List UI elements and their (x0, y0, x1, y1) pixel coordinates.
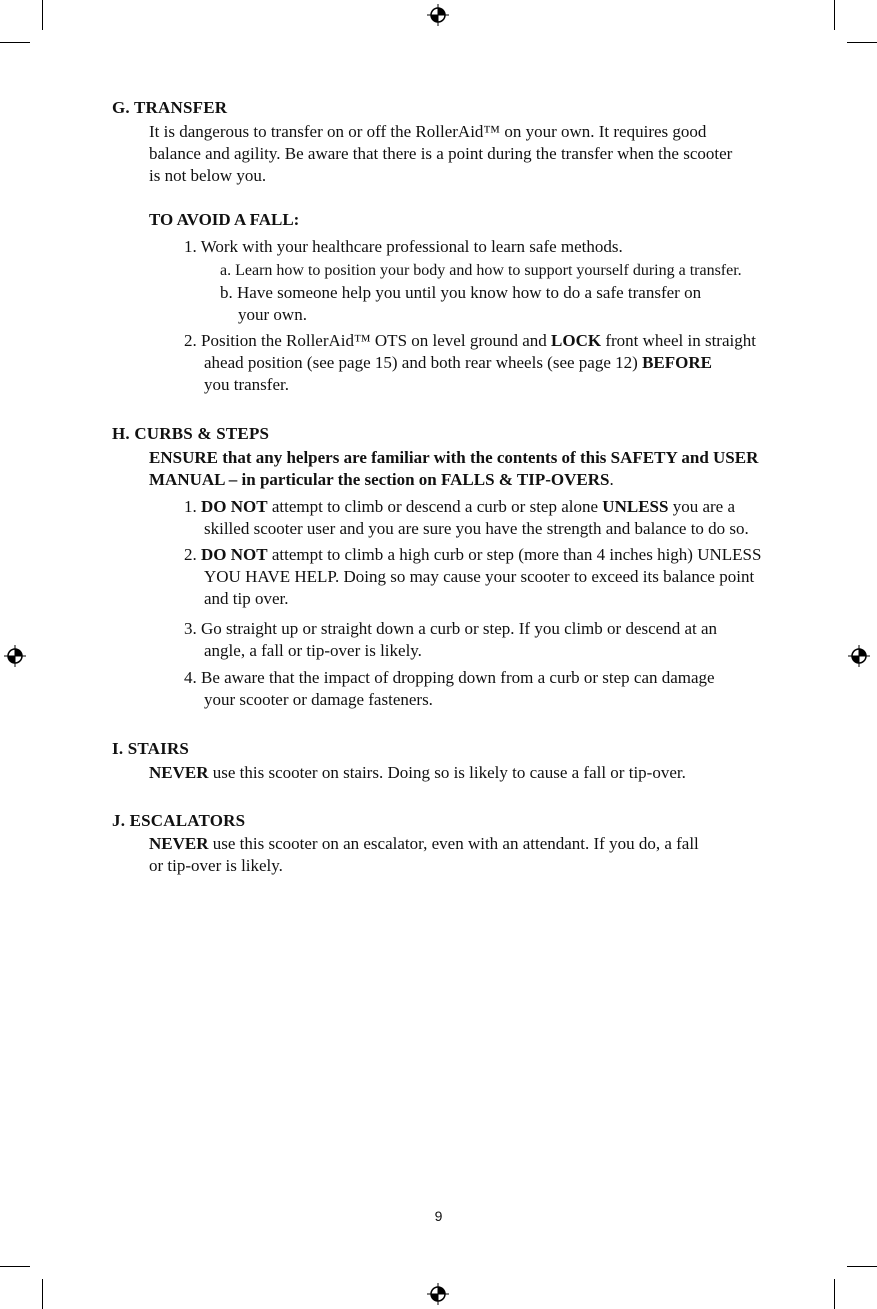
text: 2. Position the RollerAid™ OTS on level ground and (184, 331, 552, 350)
bold-text: DO NOT (201, 497, 268, 516)
registration-mark-icon (427, 4, 449, 26)
paragraph-line: is not below you. (149, 166, 267, 185)
list-item: angle, a fall or tip-over is likely. (204, 641, 422, 660)
list-item: 4. Be aware that the impact of dropping down from a curb or step can damage (184, 668, 715, 687)
text: attempt to climb or descend a curb or step alone (267, 497, 603, 516)
page-number: 9 (434, 1208, 443, 1224)
bold-text: DO NOT (201, 545, 268, 564)
list-item (184, 544, 761, 566)
list-item: you transfer. (204, 375, 289, 394)
list-subitem: a. Learn how to position your body and how to support yourself during a transfer. (220, 262, 742, 279)
text: you are a (668, 497, 735, 516)
crop-mark (42, 1279, 43, 1309)
crop-mark (834, 1279, 835, 1309)
bold-text: MANUAL – in particular the section on FALLS & TIP-OVERS (149, 470, 610, 489)
list-item: 3. Go straight up or straight down a curb or step. If you climb or descend at an (184, 619, 718, 638)
text: use this scooter on stairs. Doing so is likely to cause a fall or tip-over. (208, 763, 686, 782)
crop-mark (42, 0, 43, 30)
paragraph-line (149, 762, 686, 784)
crop-mark (0, 42, 30, 43)
crop-mark (847, 42, 877, 43)
section-heading-curbs: H. CURBS & STEPS (112, 424, 270, 443)
text: ahead position (see page 15) and both rear wheels (see page 12) (204, 353, 643, 372)
text: 1. (184, 497, 201, 516)
list-subitem: b. Have someone help you until you know how to do a safe transfer on (220, 283, 702, 302)
paragraph-line: or tip-over is likely. (149, 856, 283, 875)
list-item: 1. Work with your healthcare professional to learn safe methods. (184, 237, 623, 256)
list-item: YOU HAVE HELP. Doing so may cause your scooter to exceed its balance point (204, 567, 755, 586)
list-item: your scooter or damage fasteners. (204, 690, 433, 709)
registration-mark-icon (4, 645, 26, 667)
list-item (184, 330, 756, 352)
crop-mark (834, 0, 835, 30)
bold-text: LOCK (551, 331, 602, 350)
subheading-avoid-fall: TO AVOID A FALL: (149, 210, 300, 229)
registration-mark-icon (427, 1283, 449, 1305)
text: use this scooter on an escalator, even with an attendant. If you do, a fall (208, 834, 699, 853)
paragraph-line (149, 469, 614, 491)
text: 2. (184, 545, 201, 564)
section-heading-stairs: I. STAIRS (112, 739, 190, 758)
paragraph-line: ENSURE that any helpers are familiar with the contents of this SAFETY and USER (149, 448, 759, 467)
paragraph-line: It is dangerous to transfer on or off the RollerAid™ on your own. It requires good (149, 122, 707, 141)
crop-mark (847, 1266, 877, 1267)
text: . (609, 470, 614, 489)
bold-text: UNLESS (602, 497, 669, 516)
bold-text: NEVER (149, 834, 209, 853)
list-subitem: your own. (238, 305, 307, 324)
bold-text: BEFORE (642, 353, 712, 372)
crop-mark (0, 1266, 30, 1267)
registration-mark-icon (848, 645, 870, 667)
section-heading-escalators: J. ESCALATORS (112, 811, 246, 830)
list-item (184, 496, 735, 518)
text: front wheel in straight (601, 331, 756, 350)
text: attempt to climb a high curb or step (more than 4 inches high) UNLESS (267, 545, 762, 564)
paragraph-line: balance and agility. Be aware that there is a point during the transfer when the scooter (149, 144, 733, 163)
list-item: skilled scooter user and you are sure you have the strength and balance to do so. (204, 519, 749, 538)
paragraph-line (149, 833, 699, 855)
bold-text: NEVER (149, 763, 209, 782)
list-item: and tip over. (204, 589, 289, 608)
section-heading-transfer: G. TRANSFER (112, 98, 228, 117)
list-item (204, 352, 712, 374)
